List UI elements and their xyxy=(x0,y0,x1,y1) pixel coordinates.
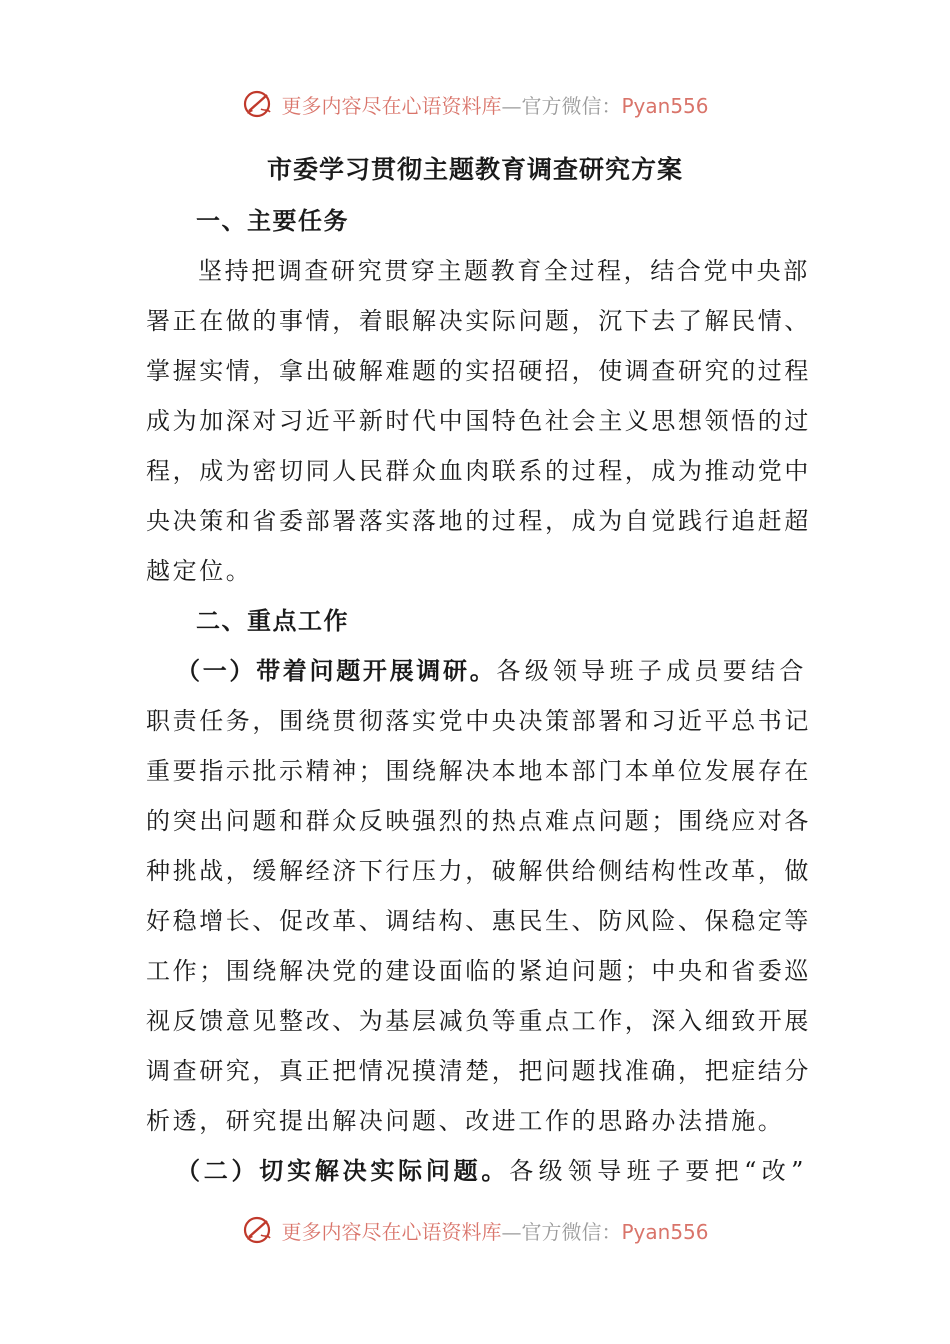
watermark-main: 更多内容尽在心语资料库 xyxy=(281,93,502,118)
subheading-lead: （一）带着问题开展调研。 xyxy=(176,657,497,685)
paragraph-text: 各级领导班子成员要结合 xyxy=(496,657,807,685)
paragraph-line xyxy=(146,1146,806,1196)
paragraph-line: 程，成为密切同人民群众血肉联系的过程，成为推动党中 xyxy=(146,457,811,485)
paragraph-line: 析透，研究提出解决问题、改进工作的思路办法措施。 xyxy=(146,1107,785,1135)
paragraph-line: 越定位。 xyxy=(146,557,253,585)
paragraph-key-work-2 xyxy=(146,1146,806,1196)
paragraph-line: 重要指示批示精神；围绕解决本地本部门本单位发展存在 xyxy=(146,757,811,785)
watermark-bottom xyxy=(0,1210,950,1250)
document-body xyxy=(146,196,811,1196)
watermark-top xyxy=(0,84,950,124)
paragraph-text: 各级领导班子要把“改” xyxy=(509,1157,807,1185)
document-title: 市委学习贯彻主题教育调查研究方案 xyxy=(266,155,683,184)
watermark-text xyxy=(281,1216,708,1245)
paragraph-line: 成为加深对习近平新时代中国特色社会主义思想领悟的过 xyxy=(146,407,811,435)
paragraph-line xyxy=(146,646,806,696)
paragraph-line: 种挑战，缓解经济下行压力，破解供给侧结构性改革，做 xyxy=(146,857,811,885)
paragraph-line: 坚持把调查研究贯穿主题教育全过程，结合党中央部 xyxy=(198,257,810,285)
paragraph-main-tasks xyxy=(146,246,811,596)
watermark-id: Pyan556 xyxy=(621,93,709,118)
paragraph-key-work-1 xyxy=(146,646,811,1146)
paragraph-line: 调查研究，真正把情况摸清楚，把问题找准确，把症结分 xyxy=(146,1057,811,1085)
watermark-dash: — xyxy=(501,1219,522,1244)
watermark-dash: — xyxy=(501,93,522,118)
watermark-official: 官方微信： xyxy=(521,1219,622,1244)
paragraph-line: 职责任务，围绕贯彻落实党中央决策部署和习近平总书记 xyxy=(146,707,811,735)
watermark-text xyxy=(281,90,708,119)
pen-logo-icon xyxy=(241,87,275,121)
paragraph-line: 工作；围绕解决党的建设面临的紧迫问题；中央和省委巡 xyxy=(146,957,811,985)
paragraph-line: 掌握实情，拿出破解难题的实招硬招，使调查研究的过程 xyxy=(146,357,811,385)
paragraph-line: 央决策和省委部署落实落地的过程，成为自觉践行追赶超 xyxy=(146,507,811,535)
paragraph-line: 署正在做的事情，着眼解决实际问题，沉下去了解民情、 xyxy=(146,307,811,335)
section-heading-main-tasks: 一、主要任务 xyxy=(196,207,349,235)
watermark-official: 官方微信： xyxy=(521,93,622,118)
pen-logo-icon xyxy=(241,1213,275,1247)
subheading-lead: （二）切实解决实际问题。 xyxy=(176,1157,510,1185)
paragraph-line: 的突出问题和群众反映强烈的热点难点问题；围绕应对各 xyxy=(146,807,811,835)
watermark-id: Pyan556 xyxy=(621,1219,709,1244)
section-heading-key-work: 二、重点工作 xyxy=(196,607,349,635)
paragraph-line: 好稳增长、促改革、调结构、惠民生、防风险、保稳定等 xyxy=(146,907,811,935)
watermark-main: 更多内容尽在心语资料库 xyxy=(281,1219,502,1244)
paragraph-line: 视反馈意见整改、为基层减负等重点工作，深入细致开展 xyxy=(146,1007,811,1035)
